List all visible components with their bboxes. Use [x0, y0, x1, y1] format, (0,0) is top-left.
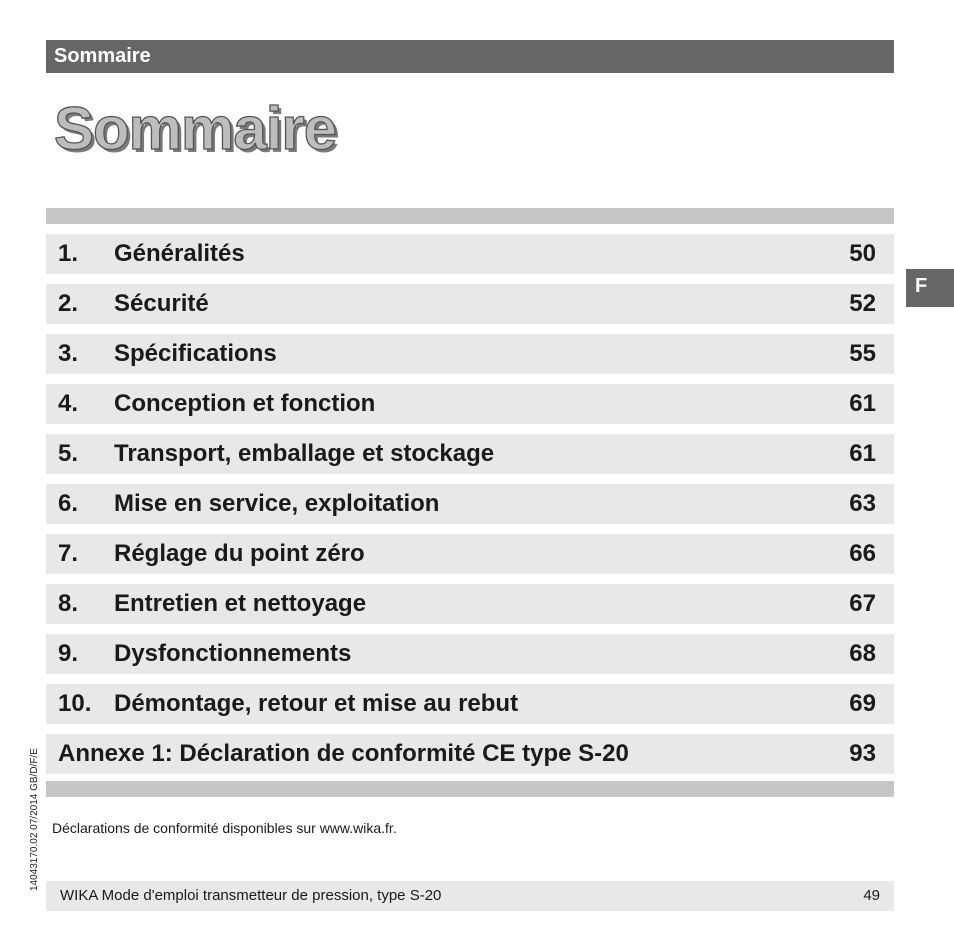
toc-entry-10[interactable]: [46, 684, 894, 724]
toc-entry-page: 61: [849, 390, 876, 417]
toc-entry-label: Généralités: [114, 240, 245, 267]
toc-entry-6[interactable]: [46, 484, 894, 524]
toc-entry-number: 8.: [58, 590, 79, 617]
toc-entry-annex[interactable]: [46, 734, 894, 774]
toc-bottom-rule: [46, 781, 894, 797]
page-footer: [46, 881, 894, 911]
toc-annex-label: Annexe 1: Déclaration de conformité CE type S-20: [58, 740, 629, 767]
toc-entry-5[interactable]: [46, 434, 894, 474]
language-tab-label: F: [915, 275, 928, 297]
document-code: 14043170.02 07/2014 GB/D/F/E: [29, 748, 40, 891]
footer-page-number: 49: [863, 887, 880, 904]
toc-entry-label: Spécifications: [114, 340, 277, 367]
toc-entry-2[interactable]: [46, 284, 894, 324]
toc-entry-4[interactable]: [46, 384, 894, 424]
toc-entry-label: Sécurité: [114, 290, 209, 317]
toc-entry-label: Réglage du point zéro: [114, 540, 365, 567]
toc-entry-number: 3.: [58, 340, 79, 367]
toc-entry-number: 10.: [58, 690, 92, 717]
toc-entry-number: 9.: [58, 640, 79, 667]
toc-entry-number: 2.: [58, 290, 79, 317]
page-title: Sommaire: [54, 95, 337, 162]
toc-entry-number: 1.: [58, 240, 79, 267]
toc-entry-8[interactable]: [46, 584, 894, 624]
toc-entry-label: Conception et fonction: [114, 390, 376, 417]
toc-entry-page: 55: [849, 340, 876, 367]
toc-entry-1[interactable]: [46, 234, 894, 274]
conformity-note: Déclarations de conformité disponibles sur www.wika.fr.: [52, 820, 397, 836]
toc-entry-number: 7.: [58, 540, 79, 567]
toc-entry-number: 6.: [58, 490, 79, 517]
toc-entry-label: Mise en service, exploitation: [114, 490, 440, 517]
table-of-contents: [46, 234, 894, 784]
toc-top-rule: [46, 208, 894, 224]
toc-entry-label: Démontage, retour et mise au rebut: [114, 690, 519, 717]
footer-title: WIKA Mode d'emploi transmetteur de pression, type S-20: [60, 887, 442, 904]
toc-entry-3[interactable]: [46, 334, 894, 374]
toc-entry-page: 93: [849, 740, 876, 767]
toc-entry-page: 61: [849, 440, 876, 467]
toc-entry-7[interactable]: [46, 534, 894, 574]
toc-entry-page: 50: [849, 240, 876, 267]
section-header-bar: [46, 40, 894, 73]
toc-entry-9[interactable]: [46, 634, 894, 674]
toc-entry-label: Transport, emballage et stockage: [114, 440, 495, 467]
toc-entry-number: 4.: [58, 390, 79, 417]
toc-entry-label: Entretien et nettoyage: [114, 590, 367, 617]
toc-entry-page: 67: [849, 590, 876, 617]
toc-entry-page: 66: [849, 540, 876, 567]
toc-entry-number: 5.: [58, 440, 79, 467]
toc-entry-page: 52: [849, 290, 876, 317]
toc-entry-label: Dysfonctionnements: [114, 640, 352, 667]
toc-entry-page: 63: [849, 490, 876, 517]
section-header-label: Sommaire: [54, 45, 151, 67]
toc-entry-page: 68: [849, 640, 876, 667]
toc-entry-page: 69: [849, 690, 876, 717]
language-tab: [906, 269, 954, 307]
